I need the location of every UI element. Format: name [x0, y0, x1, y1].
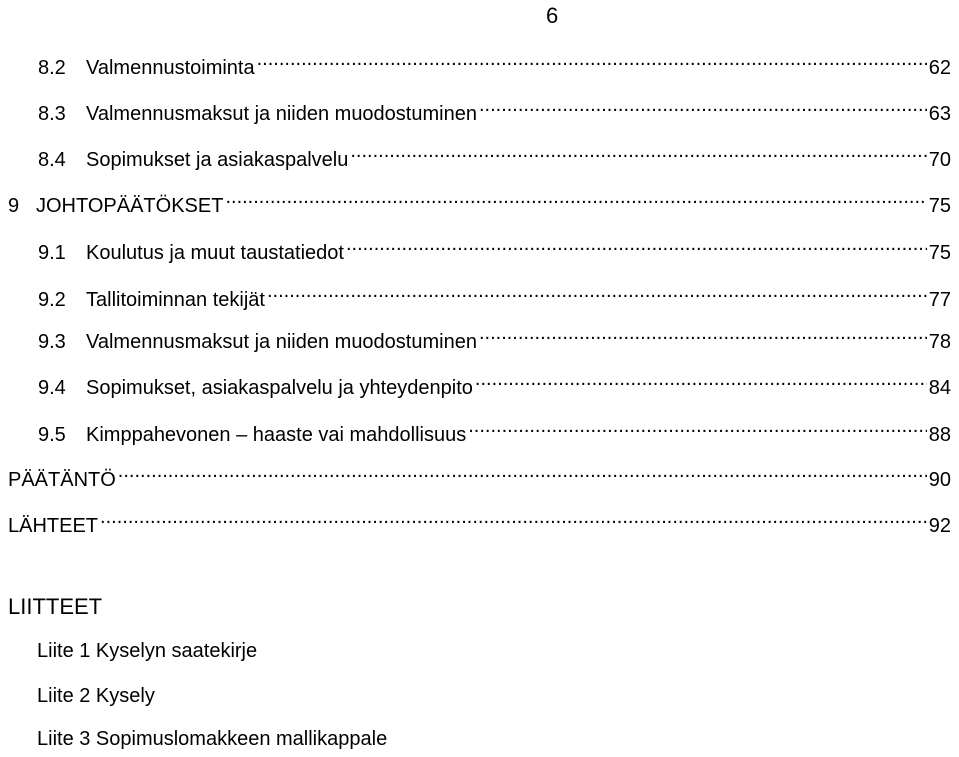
toc-leader-dots — [479, 94, 927, 120]
toc-leader-dots — [475, 368, 927, 394]
toc-entry-lahteet — [8, 506, 951, 537]
toc-entry-8-2 — [38, 48, 951, 79]
toc-entry-title: LÄHTEET — [8, 515, 99, 537]
toc-leader-dots — [100, 506, 927, 532]
toc-entry-number: 9.5 — [38, 424, 66, 446]
toc-leader-dots — [346, 233, 927, 259]
toc-entry-page: 70 — [928, 149, 951, 171]
toc-leader-dots — [267, 280, 927, 306]
toc-entry-9-3 — [38, 322, 951, 353]
page-number: 6 — [546, 3, 559, 28]
appendix-item: Liite 2 Kysely — [37, 685, 155, 707]
toc-entry-9-1 — [38, 233, 951, 264]
toc-entry-title: Valmennusmaksut ja niiden muodostuminen — [86, 331, 477, 353]
toc-leader-dots — [225, 186, 926, 212]
toc-entry-number: 9.4 — [38, 377, 66, 399]
toc-entry-page: 75 — [928, 242, 951, 264]
toc-entry-page: 92 — [928, 515, 951, 537]
toc-entry-title: PÄÄTÄNTÖ — [8, 469, 116, 491]
toc-entry-number: 9.2 — [38, 289, 66, 311]
toc-entry-title: Valmennustoiminta — [86, 57, 255, 79]
toc-entry-title: Valmennusmaksut ja niiden muodostuminen — [86, 103, 477, 125]
appendix-item: Liite 3 Sopimuslomakkeen mallikappale — [37, 728, 388, 750]
toc-entry-page: 84 — [928, 377, 951, 399]
toc-leader-dots — [468, 415, 927, 441]
toc-entry-8-4 — [38, 140, 951, 171]
toc-entry-9-2 — [38, 280, 951, 311]
toc-entry-number: 9.3 — [38, 331, 66, 353]
toc-entry-number: 8.4 — [38, 149, 66, 171]
toc-entry-number: 8.2 — [38, 57, 66, 79]
toc-entry-page: 88 — [928, 424, 951, 446]
toc-entry-title: Kimppahevonen – haaste vai mahdollisuus — [86, 424, 467, 446]
appendices-heading: LIITTEET — [8, 594, 103, 619]
appendix-item: Liite 1 Kyselyn saatekirje — [37, 640, 258, 662]
toc-leader-dots — [350, 140, 926, 166]
toc-entry-page: 78 — [928, 331, 951, 353]
toc-leader-dots — [257, 48, 927, 74]
toc-entry-9-5 — [38, 415, 951, 446]
toc-entry-8-3 — [38, 94, 951, 125]
toc-entry-title: Tallitoiminnan tekijät — [86, 289, 265, 311]
toc-entry-title: Sopimukset ja asiakaspalvelu — [86, 149, 349, 171]
toc-entry-page: 77 — [928, 289, 951, 311]
toc-leader-dots — [479, 322, 927, 348]
toc-entry-page: 75 — [928, 195, 951, 217]
toc-entry-title: Sopimukset, asiakaspalvelu ja yhteydenpito — [86, 377, 473, 399]
toc-entry-number: 9.1 — [38, 242, 66, 264]
toc-entry-9 — [8, 186, 951, 217]
toc-leader-dots — [118, 460, 927, 486]
toc-entry-page: 90 — [928, 469, 951, 491]
toc-entry-title: JOHTOPÄÄTÖKSET — [36, 195, 224, 217]
toc-entry-title: Koulutus ja muut taustatiedot — [86, 242, 344, 264]
toc-entry-9-4 — [38, 368, 951, 399]
toc-entry-page: 62 — [928, 57, 951, 79]
toc-entry-number: 8.3 — [38, 103, 66, 125]
toc-entry-page: 63 — [928, 103, 951, 125]
toc-entry-number: 9 — [8, 195, 20, 217]
toc-entry-paatanto — [8, 460, 951, 491]
